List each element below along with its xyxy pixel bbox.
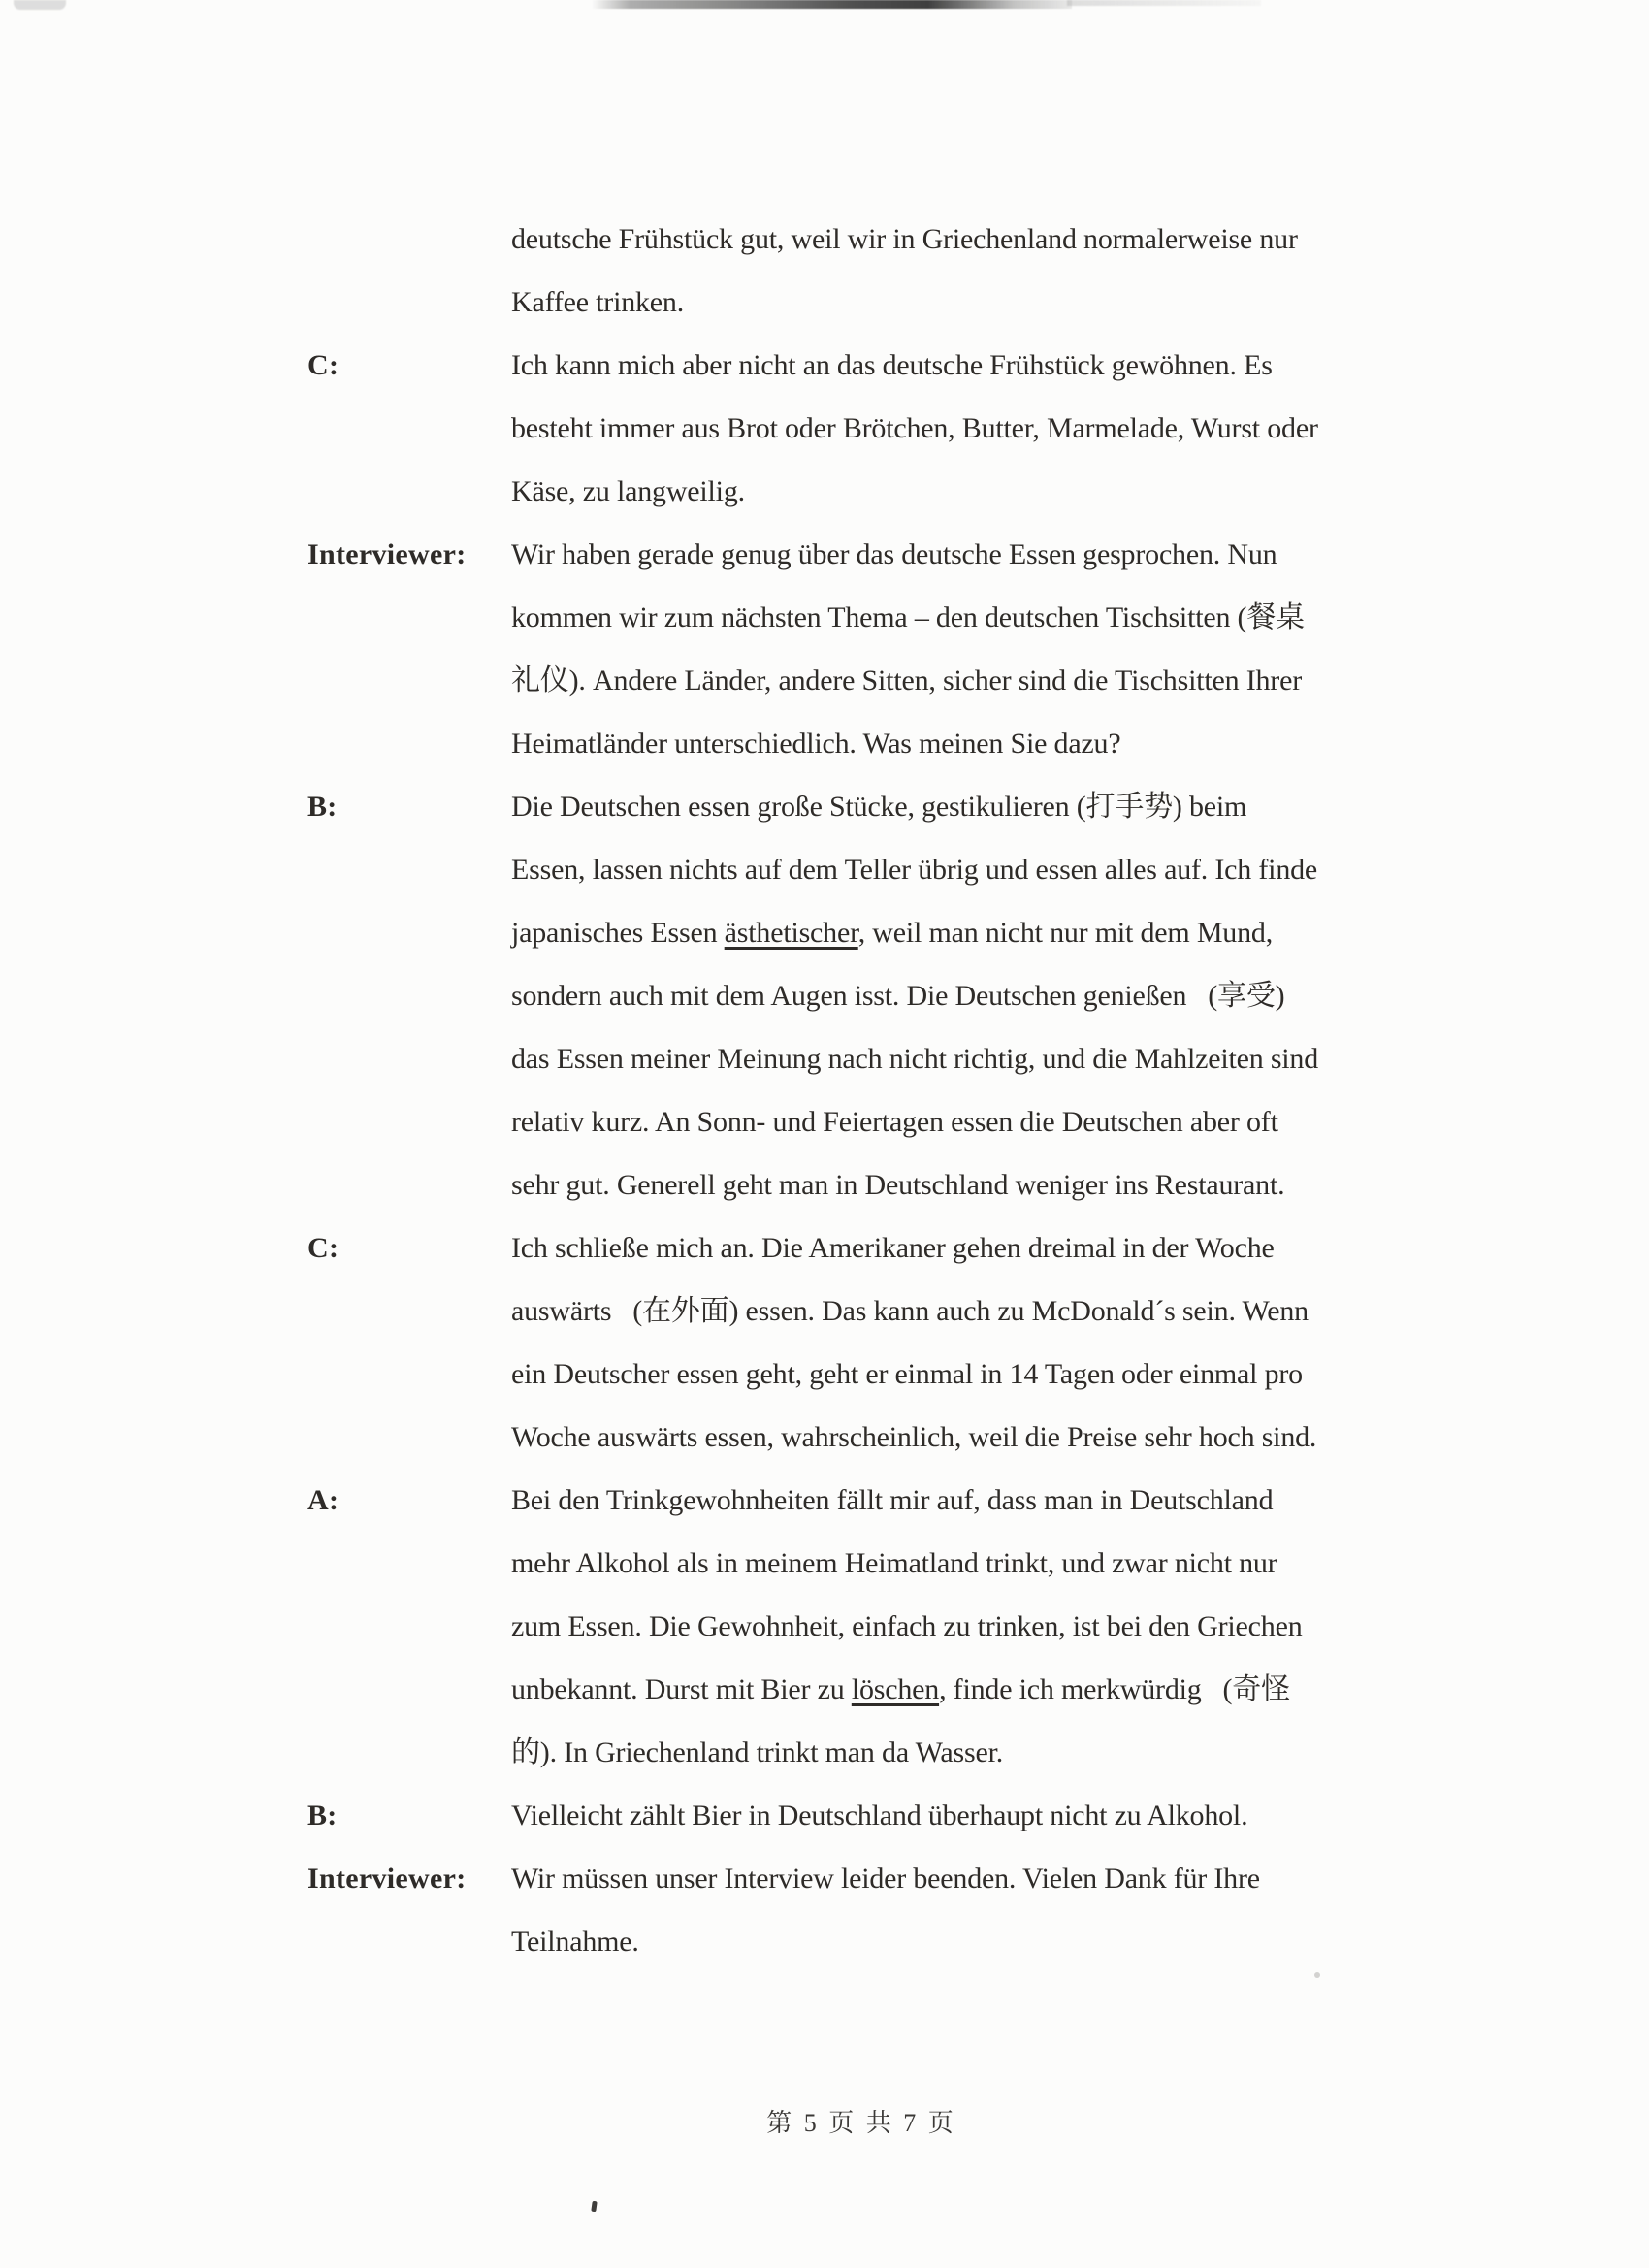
text-segment: Essen, lassen nichts auf dem Teller übrig und essen alles auf. Ich finde <box>511 854 1318 886</box>
transcript-line <box>511 586 1433 649</box>
text-segment: besteht immer aus Brot oder Brötchen, Butter, Marmelade, Wurst oder <box>511 412 1318 444</box>
text-segment: sehr gut. Generell geht man in Deutschland weniger ins Restaurant. <box>511 1169 1285 1201</box>
text-segment: Bei den Trinkgewohnheiten fällt mir auf, dass man in Deutschland <box>511 1484 1274 1516</box>
transcript-line <box>511 397 1433 460</box>
transcript-turn <box>307 1847 1433 1973</box>
transcript-line <box>511 460 1433 523</box>
scan-artifact-speck-faint <box>1314 1972 1320 1978</box>
transcript-line <box>511 1721 1433 1784</box>
turn-lines <box>511 1469 1433 1784</box>
text-segment: Kaffee trinken. <box>511 286 685 318</box>
text-segment: Ich kann mich aber nicht an das deutsche Frühstück gewöhnen. Es <box>511 349 1273 381</box>
text-segment: Wir müssen unser Interview leider beenden. Vielen Dank für Ihre <box>511 1863 1260 1895</box>
speaker-label: C: <box>307 1232 340 1264</box>
transcript-line <box>511 1406 1433 1469</box>
text-segment: kommen wir zum nächsten Thema – den deutschen Tischsitten (餐桌 <box>511 601 1305 633</box>
speaker-label: Interviewer: <box>307 538 467 570</box>
transcript-line <box>511 1469 1433 1532</box>
text-segment: Wir haben gerade genug über das deutsche Essen gesprochen. Nun <box>511 538 1277 570</box>
transcript-line <box>511 208 1433 271</box>
transcript-line <box>511 1595 1433 1658</box>
text-segment: relativ kurz. An Sonn- und Feiertagen essen die Deutschen aber oft <box>511 1106 1278 1138</box>
text-segment: ein Deutscher essen geht, geht er einmal in 14 Tagen oder einmal pro <box>511 1358 1303 1390</box>
turn-lines <box>511 523 1433 775</box>
text-segment: Teilnahme. <box>511 1926 639 1958</box>
transcript-line <box>511 712 1433 775</box>
turn-lines <box>511 1847 1433 1973</box>
scan-artifact-speck <box>591 2201 597 2213</box>
transcript-turn <box>307 1216 1433 1469</box>
transcript-line <box>511 1658 1433 1721</box>
transcript-turn <box>307 775 1433 1216</box>
speaker-label: B: <box>307 1799 338 1831</box>
transcript-line <box>511 523 1433 586</box>
speaker-label: Interviewer: <box>307 1863 467 1895</box>
scan-artifact-top-smudge-faint <box>1067 0 1261 6</box>
underlined-term: löschen <box>851 1673 940 1705</box>
transcript-turn <box>307 1784 1433 1847</box>
transcript-line <box>511 1343 1433 1406</box>
transcript-line <box>511 1153 1433 1216</box>
text-segment: auswärts (在外面) essen. Das kann auch zu McDonald´s sein. Wenn <box>511 1295 1309 1327</box>
transcript-line <box>511 1027 1433 1090</box>
text-segment: 礼仪). Andere Länder, andere Sitten, sicher sind die Tischsitten Ihrer <box>511 664 1302 697</box>
turn-lines <box>511 208 1433 334</box>
transcript-line <box>511 1216 1433 1280</box>
text-segment: sondern auch mit dem Augen isst. Die Deutschen genießen (享受) <box>511 980 1285 1012</box>
text-segment: mehr Alkohol als in meinem Heimatland trinkt, und zwar nicht nur <box>511 1547 1277 1579</box>
transcript-line <box>511 271 1433 334</box>
text-segment: , finde ich merkwürdig (奇怪 <box>939 1673 1290 1705</box>
transcript-turn <box>307 334 1433 523</box>
transcript-turn <box>307 1469 1433 1784</box>
transcript-turn <box>307 208 1433 334</box>
text-segment: Die Deutschen essen große Stücke, gestikulieren (打手势) beim <box>511 791 1247 823</box>
underlined-term: ästhetischer <box>724 917 858 949</box>
turn-lines <box>511 1216 1433 1469</box>
speaker-label: B: <box>307 791 338 823</box>
text-segment: Ich schließe mich an. Die Amerikaner gehen dreimal in der Woche <box>511 1232 1275 1264</box>
text-segment: zum Essen. Die Gewohnheit, einfach zu trinken, ist bei den Griechen <box>511 1610 1303 1642</box>
transcript-line <box>511 838 1433 901</box>
transcript-line <box>511 1847 1433 1910</box>
text-segment: Vielleicht zählt Bier in Deutschland überhaupt nicht zu Alkohol. <box>511 1799 1248 1831</box>
transcript-line <box>511 1910 1433 1973</box>
transcript-line <box>511 334 1433 397</box>
turn-lines <box>511 775 1433 1216</box>
text-segment: deutsche Frühstück gut, weil wir in Griechenland normalerweise nur <box>511 223 1298 255</box>
speaker-label <box>307 208 511 334</box>
text-segment: unbekannt. Durst mit Bier zu <box>511 1673 852 1705</box>
speaker-label: C: <box>307 349 340 381</box>
text-segment: Käse, zu langweilig. <box>511 475 745 507</box>
transcript-line <box>511 1784 1433 1847</box>
speaker-label: A: <box>307 1484 340 1516</box>
transcript-line <box>511 1280 1433 1343</box>
transcript-turn <box>307 523 1433 775</box>
turn-lines <box>511 1784 1433 1847</box>
text-segment: japanisches Essen <box>511 917 725 949</box>
transcript-line <box>511 1532 1433 1595</box>
turn-lines <box>511 334 1433 523</box>
scan-artifact-top-smudge <box>592 0 1072 9</box>
transcript-line <box>511 775 1433 838</box>
page-number-footer: 第 5 页 共 7 页 <box>766 2109 956 2137</box>
scan-artifact-corner <box>14 0 66 10</box>
text-segment: das Essen meiner Meinung nach nicht richtig, und die Mahlzeiten sind <box>511 1043 1319 1075</box>
transcript-line <box>511 1090 1433 1153</box>
text-segment: , weil man nicht nur mit dem Mund, <box>857 917 1273 949</box>
transcript-line <box>511 964 1433 1027</box>
transcript <box>307 208 1433 1973</box>
text-segment: Heimatländer unterschiedlich. Was meinen Sie dazu? <box>511 728 1121 760</box>
transcript-line <box>511 649 1433 712</box>
transcript-line <box>511 901 1433 964</box>
text-segment: Woche auswärts essen, wahrscheinlich, weil die Preise sehr hoch sind. <box>511 1421 1317 1453</box>
text-segment: 的). In Griechenland trinkt man da Wasser. <box>511 1736 1004 1768</box>
